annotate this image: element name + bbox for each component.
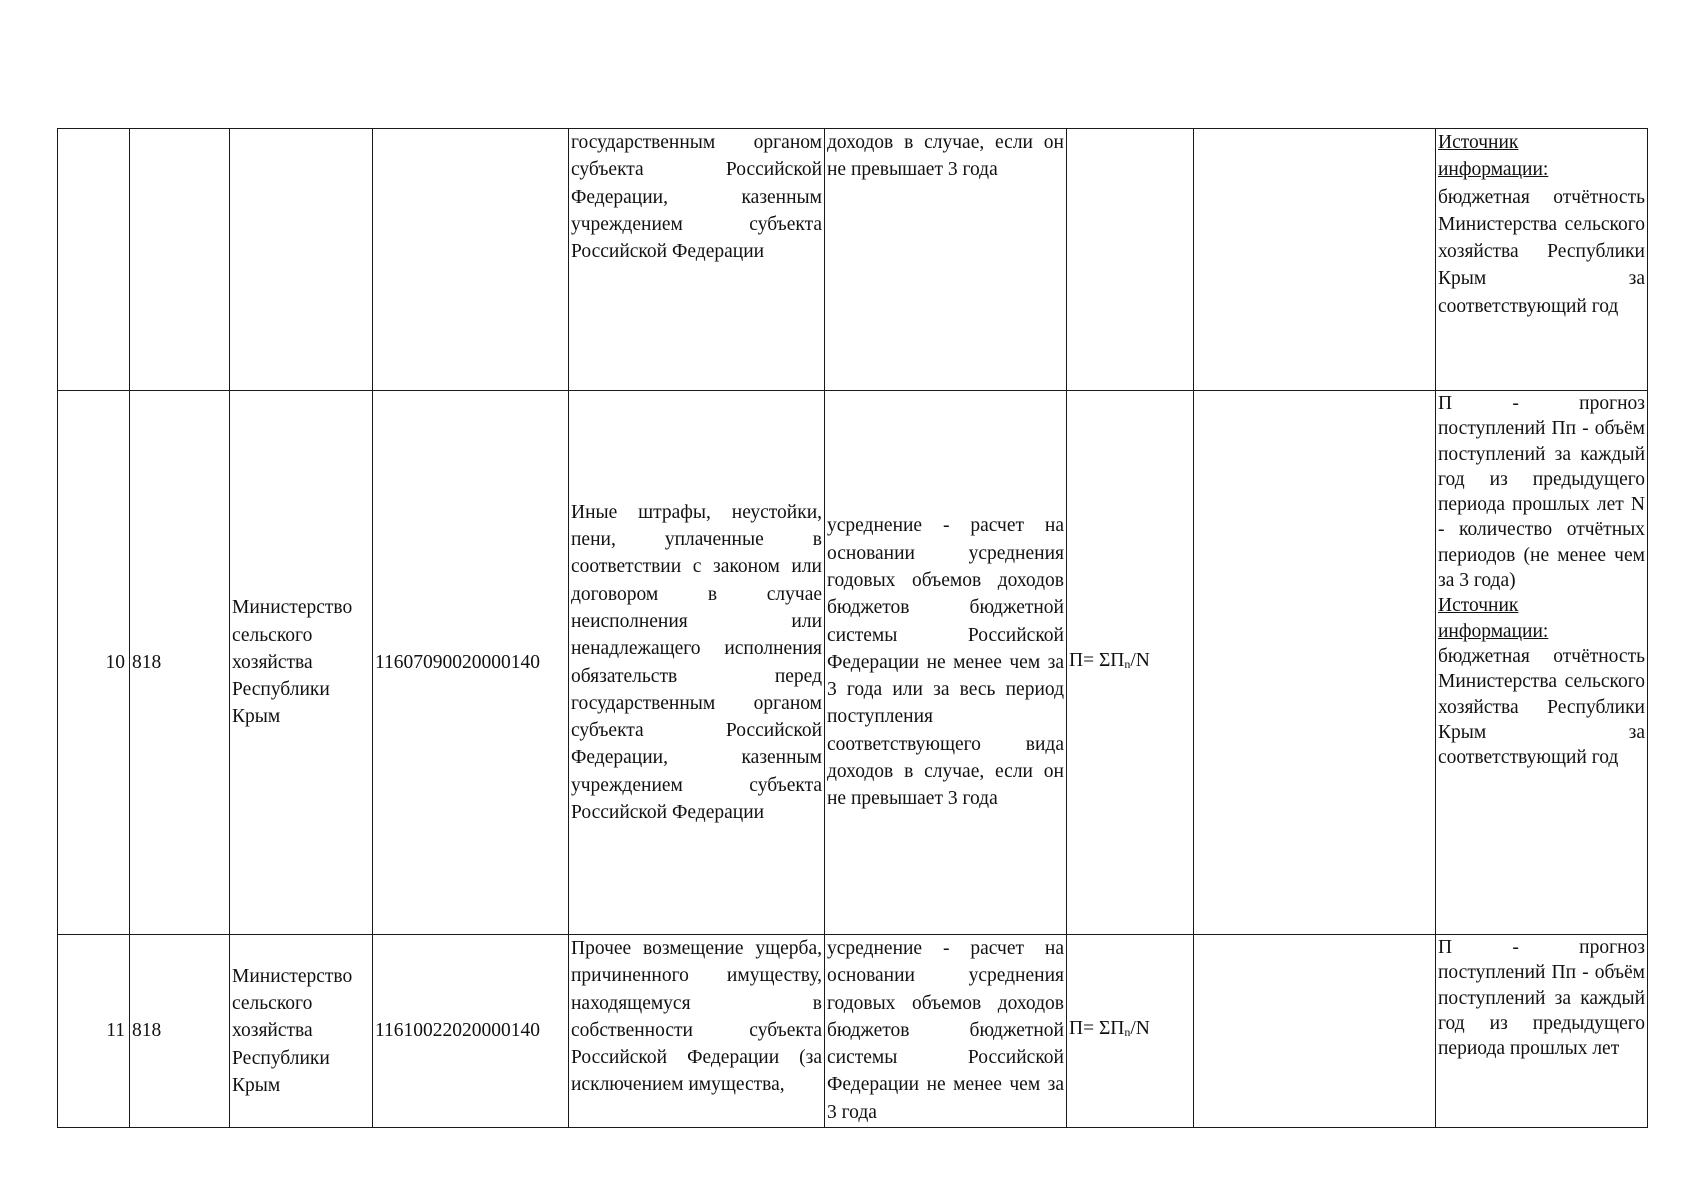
- cell-method: усреднение - расчет на основании усреднения годовых объемов доходов бюджетов бюджетной системы Российской Федерации не менее чем за 3 года или за весь период поступления соответствующего вида доходов в случае, если он не превышает 3 года: [825, 391, 1067, 935]
- cell-admin: Министерство сельского хозяйства Республики Крым: [230, 935, 373, 1128]
- source-label-2: информации:: [1438, 159, 1549, 181]
- cell-kbk: 11610022020000140: [373, 935, 569, 1128]
- cell-kbk: 11607090020000140: [373, 391, 569, 935]
- formula-subscript: n: [1124, 656, 1131, 671]
- formula-tail: /N: [1130, 1018, 1150, 1040]
- cell-method: доходов в случае, если он не превышает 3 года: [825, 129, 1067, 391]
- cell-admin: Министерство сельского хозяйства Республики Крым: [230, 391, 373, 935]
- cell-description: [1436, 391, 1648, 935]
- cell-extra: [1194, 129, 1436, 391]
- formula-main: П= ΣП: [1069, 649, 1125, 671]
- cell-extra: [1194, 935, 1436, 1128]
- cell-admin: [230, 129, 373, 391]
- source-text: бюджетная отчётность Министерства сельского хозяйства Республики Крым за соответствующий год: [1438, 645, 1645, 769]
- cell-income-name: Иные штрафы, неустойки, пени, уплаченные в соответствии с законом или договором в случае неисполнения или ненадлежащего исполнения обязательств перед государственным органом субъекта Российской Федерации, казенным учреждением субъекта Российской Федерации: [569, 391, 825, 935]
- income-name-text: Прочее возмещение ущерба, причиненного имуществу, находящемуся в собственности субъекта Российской Федерации (за исключением имущества,: [571, 938, 822, 1096]
- table-row: [58, 935, 1648, 1128]
- cell-description: [1436, 935, 1648, 1128]
- cell-method: [825, 935, 1067, 1128]
- source-label-2: информации:: [1438, 620, 1549, 642]
- table-row: [58, 129, 1648, 391]
- method-text: усреднение - расчет на основании усреднения годовых объемов доходов бюджетов бюджетной системы Российской Федерации не менее чем за 3 года: [827, 938, 1064, 1123]
- formula-tail: /N: [1130, 649, 1150, 671]
- cell-income-name: [569, 935, 825, 1128]
- desc-text: П - прогноз поступлений Пп - объём поступлений за каждый год из предыдущего периода прошлых лет: [1438, 937, 1645, 1060]
- formula-main: П= ΣП: [1069, 1018, 1125, 1040]
- budget-forecast-table: [57, 128, 1648, 1128]
- source-text: бюджетная отчётность Министерства сельского хозяйства Республики Крым за соответствующий год: [1438, 186, 1645, 317]
- cell-code: 818: [130, 935, 230, 1128]
- cell-description: [1436, 129, 1648, 391]
- cell-income-name: государственным органом субъекта Российской Федерации, казенным учреждением субъекта Российской Федерации: [569, 129, 825, 391]
- formula-subscript: n: [1124, 1025, 1131, 1040]
- cell-num: 11: [58, 935, 130, 1128]
- table-row: [58, 391, 1648, 935]
- source-label: Источник: [1438, 595, 1519, 617]
- source-label: Источник: [1438, 132, 1519, 153]
- cell-num: 10: [58, 391, 130, 935]
- desc-text: П - прогноз поступлений Пп - объём поступлений за каждый год из предыдущего периода прошлых лет N - количество отчётных периодов (не менее чем за 3 года): [1438, 393, 1645, 592]
- cell-kbk: [373, 129, 569, 391]
- cell-extra: [1194, 391, 1436, 935]
- cell-formula: [1067, 129, 1194, 391]
- cell-formula: [1067, 391, 1194, 935]
- cell-num: [58, 129, 130, 391]
- cell-code: 818: [130, 391, 230, 935]
- cell-code: [130, 129, 230, 391]
- cell-formula: [1067, 935, 1194, 1128]
